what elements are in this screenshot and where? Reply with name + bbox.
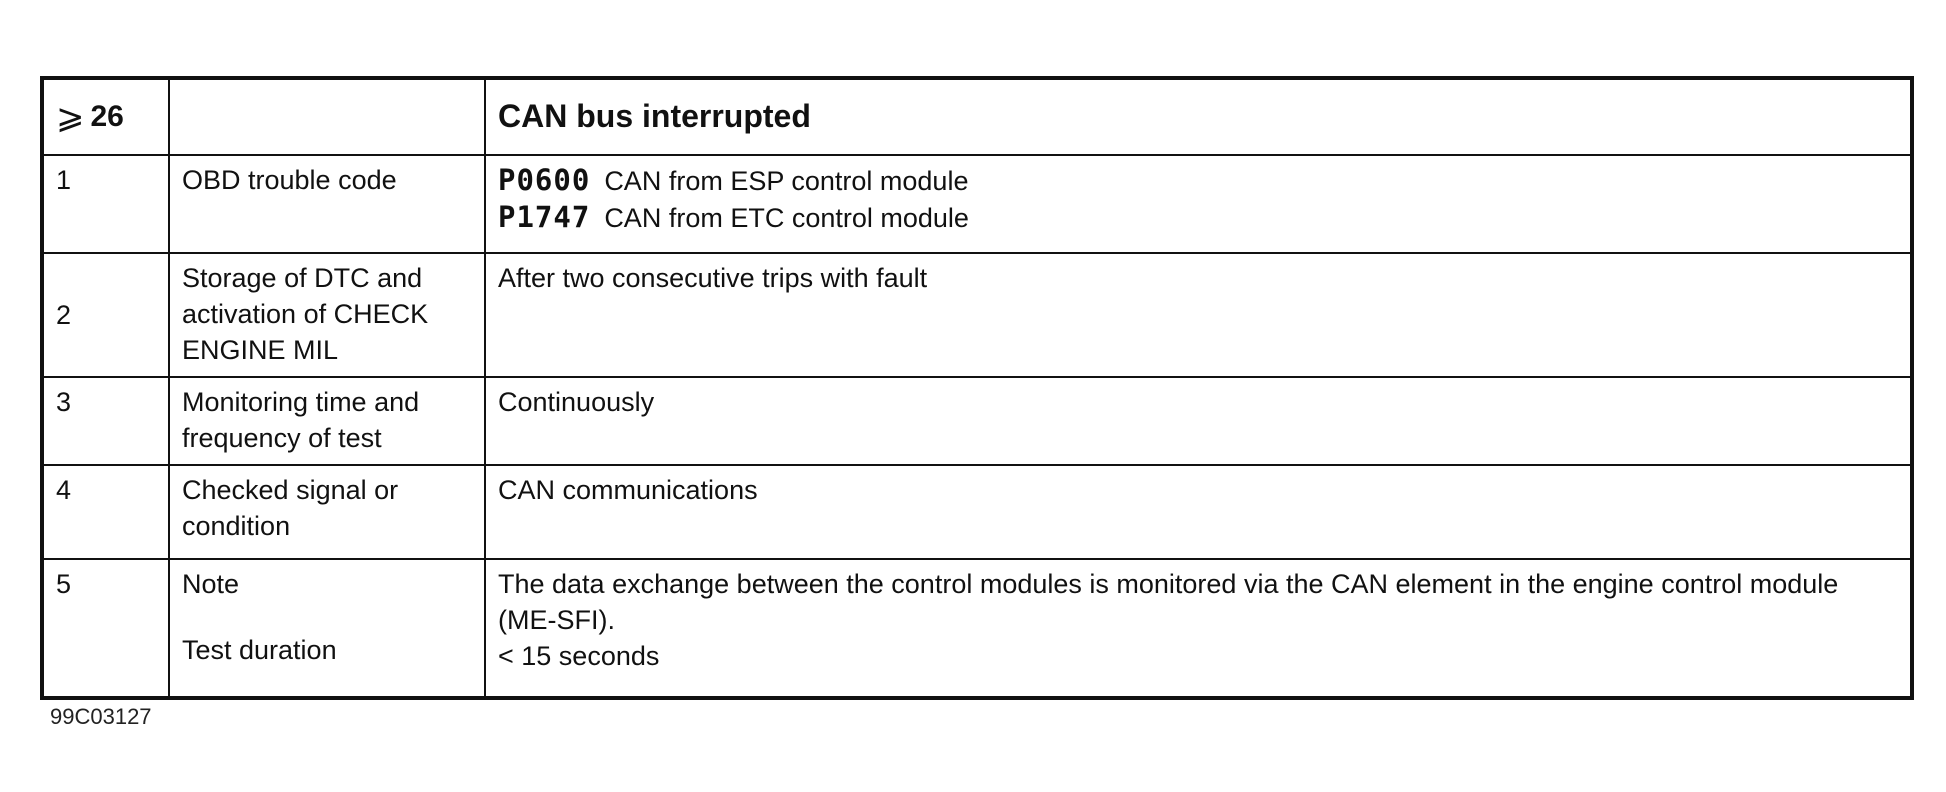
row-number: 4 bbox=[43, 465, 169, 559]
row-value-cell bbox=[485, 559, 1911, 697]
table-row bbox=[43, 253, 1911, 377]
row-sub-value: < 15 seconds bbox=[498, 641, 660, 671]
row-number: 5 bbox=[43, 559, 169, 697]
row-number: 2 bbox=[43, 253, 169, 377]
row-label: OBD trouble code bbox=[169, 155, 485, 253]
row-label: Storage of DTC and activation of CHECK ENGINE MIL bbox=[169, 253, 485, 377]
row-sub-label: Test duration bbox=[182, 635, 337, 665]
empty-header-cell bbox=[169, 79, 485, 155]
trouble-code: P1747 bbox=[498, 200, 591, 234]
page-title: CAN bus interrupted bbox=[498, 98, 811, 134]
ref-cell bbox=[43, 79, 169, 155]
table-row bbox=[43, 377, 1911, 465]
figure-id: 99C03127 bbox=[50, 704, 152, 729]
row-value bbox=[485, 155, 1911, 253]
row-value: After two consecutive trips with fault bbox=[485, 253, 1911, 377]
row-value: CAN communications bbox=[485, 465, 1911, 559]
trouble-code-description: CAN from ETC control module bbox=[604, 203, 969, 233]
diagnostic-table bbox=[40, 76, 1914, 700]
row-number: 3 bbox=[43, 377, 169, 465]
title-cell bbox=[485, 79, 1911, 155]
table-row bbox=[43, 559, 1911, 697]
trouble-code-line bbox=[498, 162, 1898, 199]
ref-number: 26 bbox=[90, 100, 124, 133]
trouble-code-line bbox=[498, 199, 1898, 236]
greater-equal-arrow-icon: ⩾ bbox=[56, 98, 85, 136]
row-number: 1 bbox=[43, 155, 169, 253]
row-label-cell bbox=[169, 559, 485, 697]
row-label: Note bbox=[182, 569, 240, 599]
trouble-code-description: CAN from ESP control module bbox=[604, 166, 969, 196]
table-row bbox=[43, 465, 1911, 559]
table-header-row bbox=[43, 79, 1911, 155]
row-value: The data exchange between the control modules is monitored via the CAN element in the engine control module (ME-SFI). bbox=[498, 569, 1839, 635]
trouble-code: P0600 bbox=[498, 163, 591, 197]
row-label: Monitoring time and frequency of test bbox=[169, 377, 485, 465]
row-label: Checked signal or condition bbox=[169, 465, 485, 559]
row-value: Continuously bbox=[485, 377, 1911, 465]
table-row bbox=[43, 155, 1911, 253]
